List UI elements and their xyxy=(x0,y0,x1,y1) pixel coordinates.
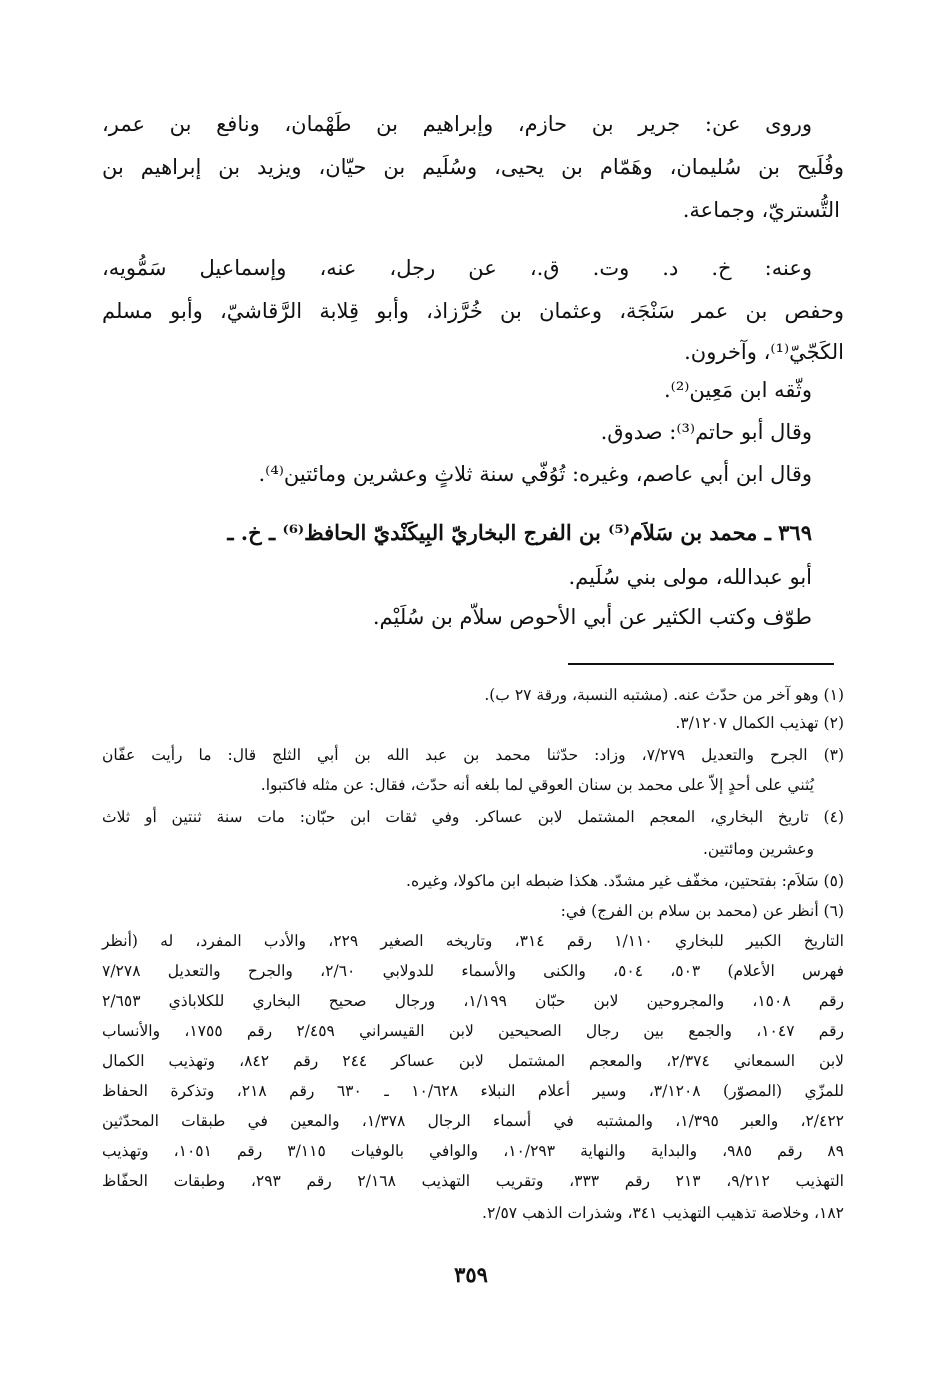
entry-heading: ٣٦٩ ـ محمد بن سَلاَم⁽⁵⁾ بن الفرج البخاريّ البِيكَنْديّ الحافظ⁽⁶⁾ ـ خ. ـ xyxy=(227,520,812,545)
footnote-4-line-2: وعشرين ومائتين. xyxy=(702,840,814,858)
footnote-6-line-8: ٨٩ رقم ٩٨٥، والبداية والنهاية ١٠/٢٩٣، والوافي بالوفيات ٣/١١٥ رقم ١٠٥١، وتهذيب xyxy=(102,1142,845,1160)
footnote-3-line-2: يُثني على أحدٍ إلاّ على محمد بن سنان العوقي لما بلغه أنه حدّث، فقال: عن مثله فاكتبوا. xyxy=(260,776,814,794)
main-line-4: وعنه: خ. د. وت. ق.، عن رجل، عنه، وإسماعيل سَمُّويه، xyxy=(102,256,812,280)
footnote-6-line-2: فهرس الأعلام) ٥٠٣، ٥٠٤، والكنى والأسماء للدولابي ٢/٦٠، والجرح والتعديل ٧/٢٧٨ xyxy=(102,962,845,980)
footnote-6-line-5: لابن السمعاني ٢/٣٧٤، والمعجم المشتمل لابن عساكر ٢٤٤ رقم ٨٤٢، وتهذيب الكمال xyxy=(102,1052,844,1070)
footnote-6-line-10: ١٨٢، وخلاصة تذهيب التهذيب ٣٤١، وشذرات الذهب ٢/٥٧. xyxy=(482,1204,844,1222)
footnote-5: (٥) سَلاَم: بفتحتين، مخفّف غير مشدّد. هكذا ضبطه ابن ماكولا، وغيره. xyxy=(406,872,844,890)
footnote-6-intro: (٦) أنظر عن (محمد بن سلام بن الفرج) في: xyxy=(560,902,844,920)
main-line-8: وقال أبو حاتم⁽³⁾: صدوق. xyxy=(600,420,812,444)
main-line-11: أبو عبدالله، مولى بني سُلَيم. xyxy=(568,565,812,589)
main-line-1: وروى عن: جرير بن حازم، وإبراهيم بن طَهْمان، ونافع بن عمر، xyxy=(102,112,812,136)
footnote-2: (٢) تهذيب الكمال ٣/١٢٠٧. xyxy=(675,714,844,732)
footnote-6-line-9: التهذيب ٩/٢١٢، ٢١٣ رقم ٣٣٣، وتقريب التهذيب ٢/١٦٨ رقم ٢٩٣، وطبقات الحفّاظ xyxy=(102,1172,844,1190)
main-line-3: التُّستريّ، وجماعة. xyxy=(682,198,840,222)
main-line-7: وثّقه ابن مَعِين⁽²⁾. xyxy=(663,378,812,402)
main-line-9: وقال ابن أبي عاصم، وغيره: تُوُفّي سنة ثلاثٍ وعشرين ومائتين⁽⁴⁾. xyxy=(258,462,812,486)
footnote-separator xyxy=(568,663,834,665)
footnote-6-line-7: ٢/٤٢٢، والعبر ١/٣٩٥، والمشتبه في أسماء الرجال ١/٣٧٨، والمعين في طبقات المحدّثين xyxy=(102,1112,845,1130)
footnote-4-line-1: (٤) تاريخ البخاري، المعجم المشتمل لابن عساكر. وفي ثقات ابن حبّان: مات سنة ثنتين أو ثلاث xyxy=(102,808,844,826)
footnote-6-line-6: للمزّي (المصوّر) ٣/١٢٠٨، وسير أعلام النبلاء ١٠/٦٢٨ ـ ٦٣٠ رقم ٢١٨، وتذكرة الحفاظ xyxy=(102,1082,845,1100)
footnote-1: (١) وهو آخر من حدّث عنه. (مشتبه النسبة، ورقة ٢٧ ب). xyxy=(484,686,844,704)
main-line-12: طوّف وكتب الكثير عن أبي الأحوص سلاّم بن سُلَيْم. xyxy=(372,605,812,629)
page-number: ٣٥٩ xyxy=(454,1262,488,1287)
footnote-6-line-1: التاريخ الكبير للبخاري ١/١١٠ رقم ٣١٤، وتاريخه الصغير ٢٢٩، والأدب المفرد، له (أنظر xyxy=(102,932,844,950)
main-line-2: وفُلَيح بن سُليمان، وهَمّام بن يحيى، وسُلَيم بن حيّان، ويزيد بن إبراهيم بن xyxy=(102,155,844,179)
footnote-3-line-1: (٣) الجرح والتعديل ٧/٢٧٩، وزاد: حدّثنا محمد بن عبد الله بن أبي الثلج قال: ما رأيت عفّان xyxy=(102,746,845,764)
main-line-5: وحفص بن عمر سَنْجَة، وعثمان بن خُرَّزاذ، وأبو قِلابة الرَّقاشيّ، وأبو مسلم xyxy=(102,299,844,323)
footnote-6-line-3: رقم ١٥٠٨، والمجروحين لابن حبّان ١/١٩٩، ورجال صحيح البخاري للكلاباذي ٢/٦٥٣ xyxy=(102,992,844,1010)
main-line-6: الكَجّيّ⁽¹⁾، وآخرون. xyxy=(684,340,844,364)
footnote-6-line-4: رقم ١٠٤٧، والجمع بين رجال الصحيحين لابن القيسراني ٢/٤٥٩ رقم ١٧٥٥، والأنساب xyxy=(102,1022,844,1040)
